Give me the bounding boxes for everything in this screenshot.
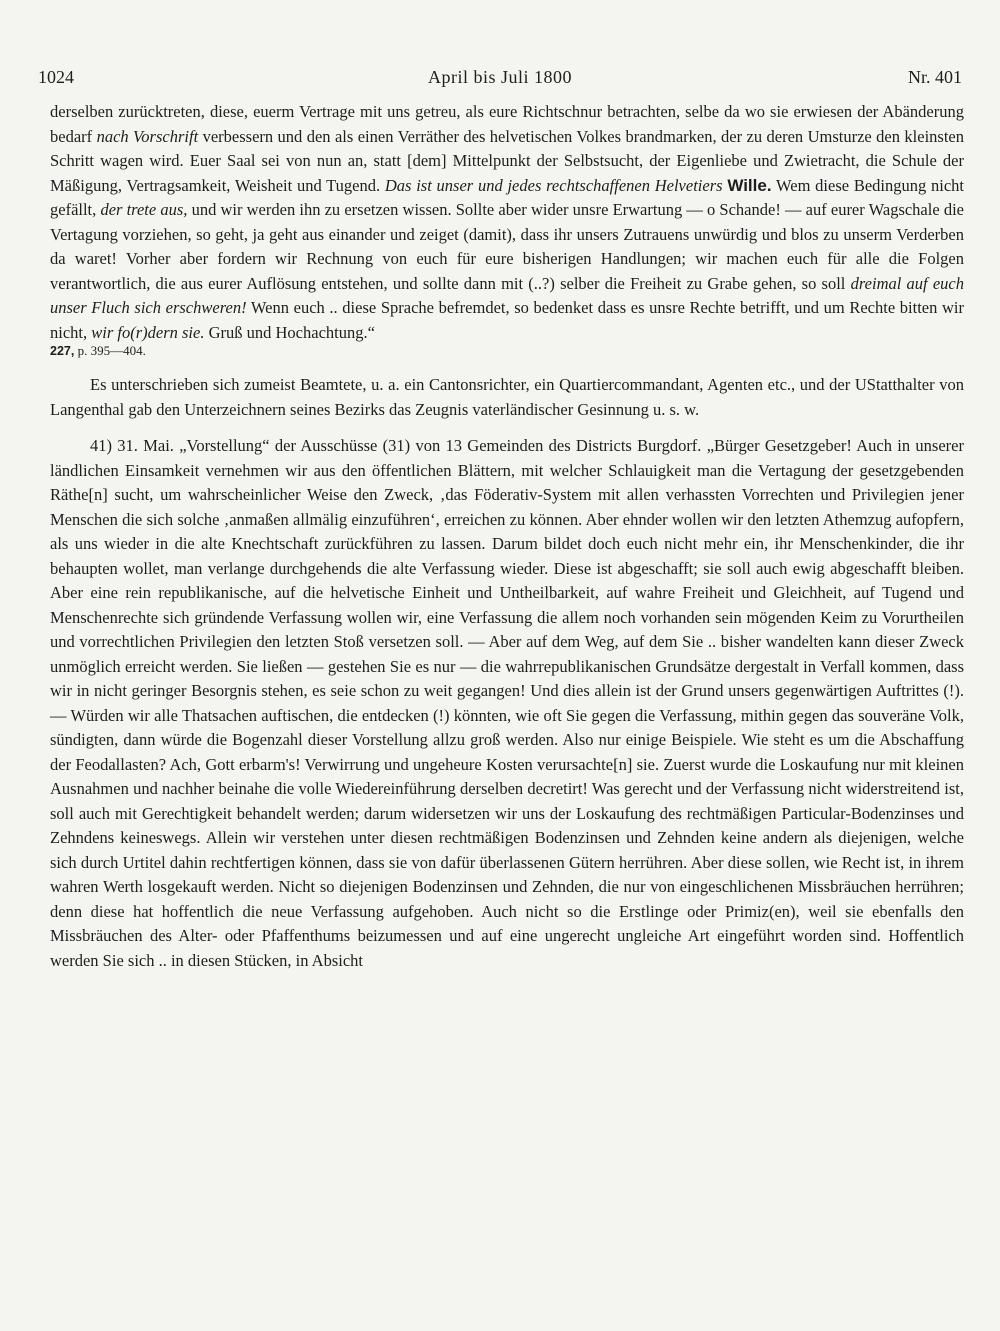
paragraph-entry-41: 41) 31. Mai. „Vorstellung“ der Ausschüsse (31) von 13 Gemeinden des Districts Burgdorf. „Bürger Gesetzgeber! Auch in unserer ländlichen Einsamkeit vernehmen wir aus den öffentlichen Blättern, mit welcher Schlauigkeit man die Vertagung der gesetzgebenden Räthe[n] sucht, um wahrscheinlicher Weise den Zweck, ‚das Föderativ-System mit allen verhassten Vorrechten und Privilegien jener Menschen die sich solche ‚anmaßen allmälig einzuführen‘, erreichen zu können. Aber ehnder wollen wir den letzten Athemzug aufopfern, als uns wieder in die alte Knechtschaft zurückführen zu lassen. Darum bildet doch euch nicht mehr ein, ihr Menschenkinder, die ihr behaupten wollet, man verlange durchgehends die alte Verfassung wieder. Diese ist abgeschafft; sie soll auch ewig abgeschafft bleiben. Aber eine rein republikanische, auf die helvetische Einheit und Untheilbarkeit, auf wahre Freiheit und Gleichheit, auf Tugend und Menschenrechte sich gründende Verfassung wollen wir, eine Verfassung die allem noch vorhanden sein mögenden Keim zu Vorurtheilen und vorrechtlichen Privilegien den letzten Stoß versetzen soll. — Aber auf dem Weg, auf dem Sie .. bisher wandelten kann dieser Zweck unmöglich erreicht werden. Sie ließen — gestehen Sie es nur — die wahrrepublikanischen Grundsätze dergestalt in Verfall kommen, dass wir in nicht geringer Besorgnis stehen, es seie schon zu weit gegangen! Und dies allein ist der Grund unsers gegenwärtigen Auftrittes (!). — Würden wir alle Thatsachen auftischen, die entdecken (!) könnten, wie oft Sie gegen die Verfassung, mithin gegen das souveräne Volk, sündigten, dann würde die Bogenzahl dieser Vorstellung allzu groß werden. Also nur einige Beispiele. Wie steht es um die Abschaffung der Feodallasten? Ach, Gott erbarm's! Verwirrung und ungeheure Kosten verursachte[n] sie. Zuerst wurde die Loskaufung nur mit kleinen Ausnahmen und nachher beinahe die volle Wiedereinführung derselben decretirt! Was gerecht und der Verfassung nicht widerstreitend ist, soll auch mit Gerechtigkeit behandelt werden; darum widersetzen wir uns der Loskaufung des rechtmäßigen Particular-Bodenzinses und Zehndens keineswegs. Allein wir verstehen unter diesen rechtmäßigen Bodenzinsen und Zehnden keine andern als diejenigen, welche sich durch Urtitel dahin rechtfertigen können, dass sie von dafür überlassenen Gütern herrühren. Aber diese sollen, wie Recht ist, in ihrem wahren Werth losgekauft werden. Nicht so diejenigen Bodenzinsen und Zehnden, die nur von eingeschlichenen Missbräuchen herrühren; denn diese hat hoffentlich die neue Verfassung aufgehoben. Auch nicht so die Erstlinge oder Primiz(en), weil sie ebenfalls den Missbräuchen des Alter- oder Pfaffenthums beizumessen und auf eine ungerecht ungleiche Art eingeführt worden sind. Hoffentlich werden Sie sich .. in diesen Stücken, in Absicht	[50, 436, 964, 970]
document-number: Nr. 401	[908, 67, 962, 87]
emphasis: der trete aus,	[100, 200, 188, 219]
text-run: Wenn euch .. diese Sprache befremdet, so bedenket dass es unsre Rechte betrifft, und um Rechte bitten wir nicht,	[50, 298, 964, 342]
text-run: Wem diese Bedingung nicht gefällt,	[50, 175, 965, 219]
paragraph-signatories: Es unterschrieben sich zumeist Beamtete, u. a. ein Cantonsrichter, ein Quartiercommandant, Agenten etc., und der UStatthalter von Langenthal gab den Unterzeichnern seines Bezirks das Zeugnis vaterländischer Gesinnung u. s. w.	[50, 375, 964, 419]
emphasis: Das ist unser und jedes rechtschaffenen Helvetiers	[384, 175, 723, 195]
paragraph-quote-end	[50, 100, 964, 361]
text-run: Gruß und Hochachtung.“	[204, 322, 375, 342]
text-run: verbessern und den als einen Verräther des helvetischen Volkes brandmarken, der zu deren Umsturze den kleinsten Schritt wagen wird. Euer Saal sei von nun an, statt [dem] Mittelpunkt der Selbstsucht, der Eigenliebe und Zwietracht, die Schule der Mäßigung, Vertragsamkeit, Weisheit und Tugend.	[50, 126, 964, 195]
text-run: derselben zurücktreten, diese, euerm Vertrage mit uns getreu, als eure Richtschnur betrachten, selbe da wo sie erwiesen der Abänderung bedarf	[50, 102, 964, 146]
running-title: April bis Juli 1800	[427, 67, 572, 87]
text-run: und wir werden ihn zu ersetzen wissen. Sollte aber wider unsre Erwartung — o Schande! — auf eurer Wagschale die Vertagung vorziehen, so geht, ja geht aus einander und zeiget (damit), dass ihr unsers Zutrauens unwürdig und blos zu unserm Verderben da waret! Vorher aber fordern wir Rechnung von euch für eure bisherigen Handlungen; wir machen euch für alle die Folgen verantwortlich, die aus eurer Auflösung entstehen, und sollte dann mit (..?) selber die Freiheit zu Grabe gehen, so soll	[50, 200, 964, 293]
emphasis: wir fo(r)dern sie.	[91, 322, 205, 342]
source-pages: p. 395—404.	[74, 343, 146, 358]
body-text	[50, 100, 964, 973]
emphasis: nach Vorschrift	[96, 126, 199, 146]
source-number: 227,	[50, 344, 75, 358]
running-head	[38, 64, 962, 90]
emphasis-bold: Wille.	[727, 175, 772, 195]
source-reference	[50, 341, 964, 361]
emphasis: dreimal auf euch unser Fluch sich erschweren!	[50, 273, 964, 317]
page-number: 1024	[38, 67, 74, 87]
